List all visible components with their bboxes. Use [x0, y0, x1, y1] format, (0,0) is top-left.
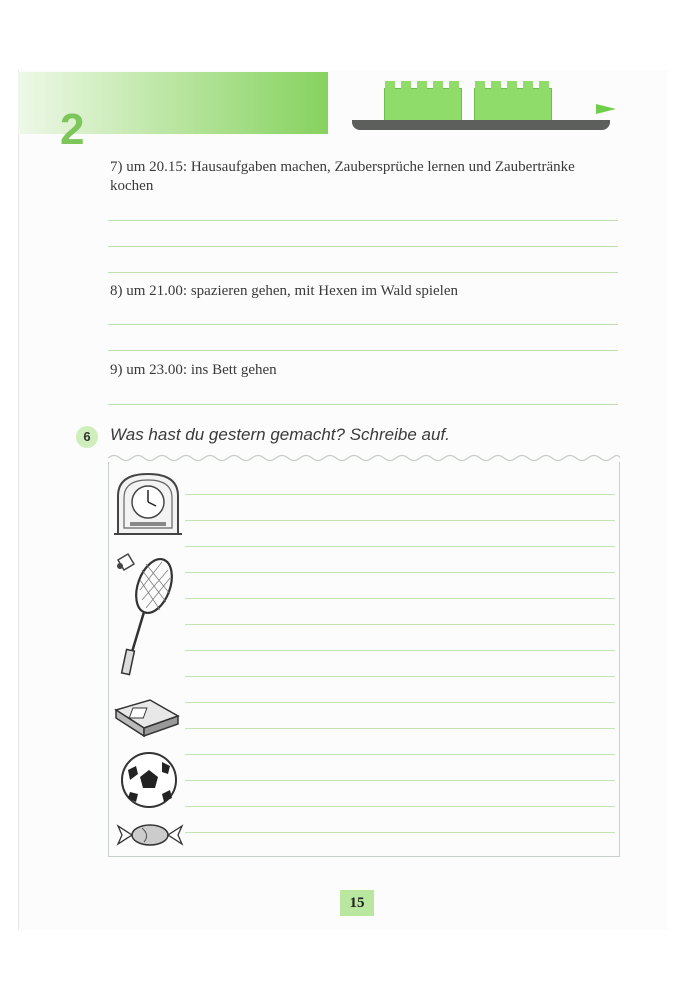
task-7-line-3[interactable] [108, 272, 618, 273]
writing-line[interactable] [185, 624, 615, 625]
task-8-line-2[interactable] [108, 350, 618, 351]
writing-line[interactable] [185, 494, 615, 495]
badminton-racket-icon [112, 548, 178, 678]
task-7-line-2[interactable] [108, 246, 618, 247]
writing-line[interactable] [185, 676, 615, 677]
writing-line[interactable] [185, 572, 615, 573]
alarm-clock-icon [112, 470, 184, 538]
writing-line[interactable] [185, 754, 615, 755]
task-8-text: 8) um 21.00: spazieren gehen, mit Hexen im Wald spielen [110, 283, 459, 299]
task-8-line-1[interactable] [108, 324, 618, 325]
exercise-title: Was hast du gestern gemacht? Schreibe auf. [110, 425, 450, 444]
task-9-text: 9) um 23.00: ins Bett gehen [110, 362, 277, 378]
writing-line[interactable] [185, 780, 615, 781]
writing-line[interactable] [185, 546, 615, 547]
header-block-right [474, 88, 552, 124]
exercise-number: 6 [76, 426, 98, 448]
writing-line[interactable] [185, 650, 615, 651]
task-7-text: 7) um 20.15: Hausaufgaben machen, Zaubersprüche lernen und Zaubertränke kochen [110, 159, 575, 194]
header-block-left [384, 88, 462, 124]
writing-line[interactable] [185, 806, 615, 807]
writing-line[interactable] [185, 702, 615, 703]
task-7-line-1[interactable] [108, 220, 618, 221]
writing-line[interactable] [185, 520, 615, 521]
unit-number: 2 [60, 105, 85, 154]
book-icon [112, 694, 182, 738]
writing-box [108, 462, 620, 857]
writing-line[interactable] [185, 728, 615, 729]
writing-line[interactable] [185, 832, 615, 833]
candy-icon [114, 820, 186, 850]
football-icon [118, 750, 180, 810]
page-number: 15 [340, 890, 374, 916]
writing-line[interactable] [185, 598, 615, 599]
header-ship-bar [352, 120, 610, 130]
task-9-line-1[interactable] [108, 404, 618, 405]
